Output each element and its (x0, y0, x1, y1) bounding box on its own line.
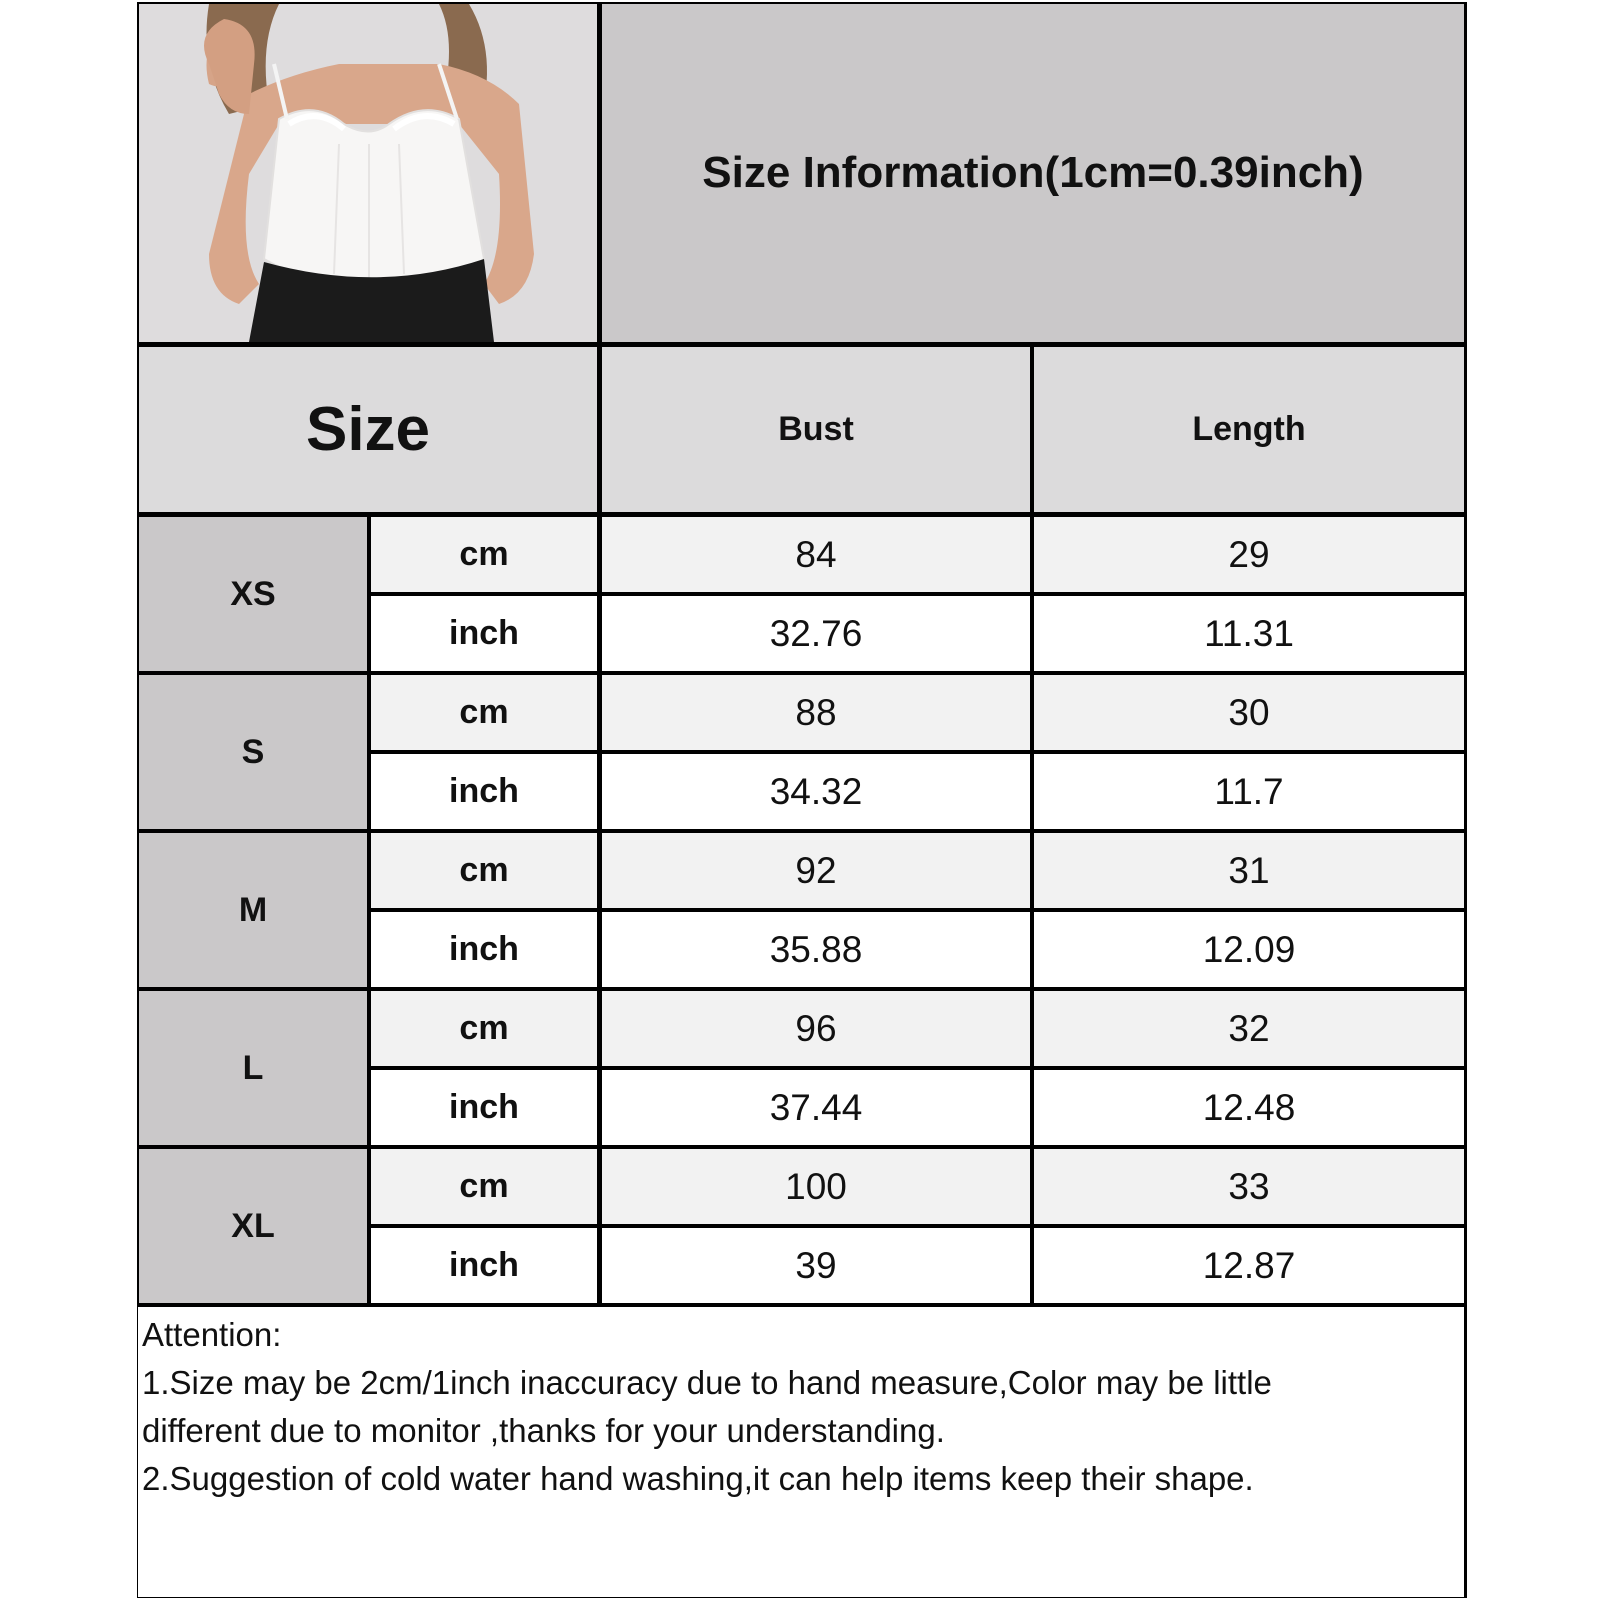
unit-inch: inch (371, 596, 597, 671)
size-label-xl: XL (139, 1149, 367, 1303)
product-photo (139, 4, 597, 342)
unit-inch: inch (371, 912, 597, 987)
length-inch-value: 12.87 (1034, 1228, 1464, 1303)
bust-cm-value: 96 (602, 991, 1030, 1066)
bust-column-header: Bust (602, 347, 1030, 512)
length-cm-value: 30 (1034, 675, 1464, 750)
size-column-header: Size (139, 347, 597, 512)
length-inch-value: 12.48 (1034, 1070, 1464, 1145)
length-inch-value: 11.31 (1034, 596, 1464, 671)
bust-inch-value: 35.88 (602, 912, 1030, 987)
product-photo-image (139, 4, 597, 342)
attention-note-1: 1.Size may be 2cm/1inch inaccuracy due to hand measure,Color may be little (142, 1364, 1272, 1401)
length-column-header: Length (1034, 347, 1464, 512)
size-label-xs: XS (139, 517, 367, 671)
unit-cm: cm (371, 833, 597, 908)
attention-heading: Attention: (142, 1316, 282, 1353)
unit-cm: cm (371, 675, 597, 750)
length-cm-value: 29 (1034, 517, 1464, 592)
bust-inch-value: 37.44 (602, 1070, 1030, 1145)
length-cm-value: 33 (1034, 1149, 1464, 1224)
length-inch-value: 12.09 (1034, 912, 1464, 987)
size-label-s: S (139, 675, 367, 829)
unit-cm: cm (371, 517, 597, 592)
unit-inch: inch (371, 754, 597, 829)
unit-inch: inch (371, 1228, 597, 1303)
bust-cm-value: 92 (602, 833, 1030, 908)
bust-cm-value: 84 (602, 517, 1030, 592)
bust-cm-value: 100 (602, 1149, 1030, 1224)
bust-cm-value: 88 (602, 675, 1030, 750)
bust-inch-value: 39 (602, 1228, 1030, 1303)
bust-inch-value: 34.32 (602, 754, 1030, 829)
attention-notes (138, 1307, 1464, 1597)
unit-cm: cm (371, 1149, 597, 1224)
length-inch-value: 11.7 (1034, 754, 1464, 829)
unit-inch: inch (371, 1070, 597, 1145)
size-label-l: L (139, 991, 367, 1145)
length-cm-value: 31 (1034, 833, 1464, 908)
unit-cm: cm (371, 991, 597, 1066)
attention-note-2: 2.Suggestion of cold water hand washing,it can help items keep their shape. (142, 1460, 1254, 1497)
bust-inch-value: 32.76 (602, 596, 1030, 671)
size-info-title: Size Information(1cm=0.39inch) (602, 4, 1464, 342)
attention-note-1-continued: different due to monitor ,thanks for your understanding. (142, 1412, 945, 1449)
length-cm-value: 32 (1034, 991, 1464, 1066)
size-label-m: M (139, 833, 367, 987)
